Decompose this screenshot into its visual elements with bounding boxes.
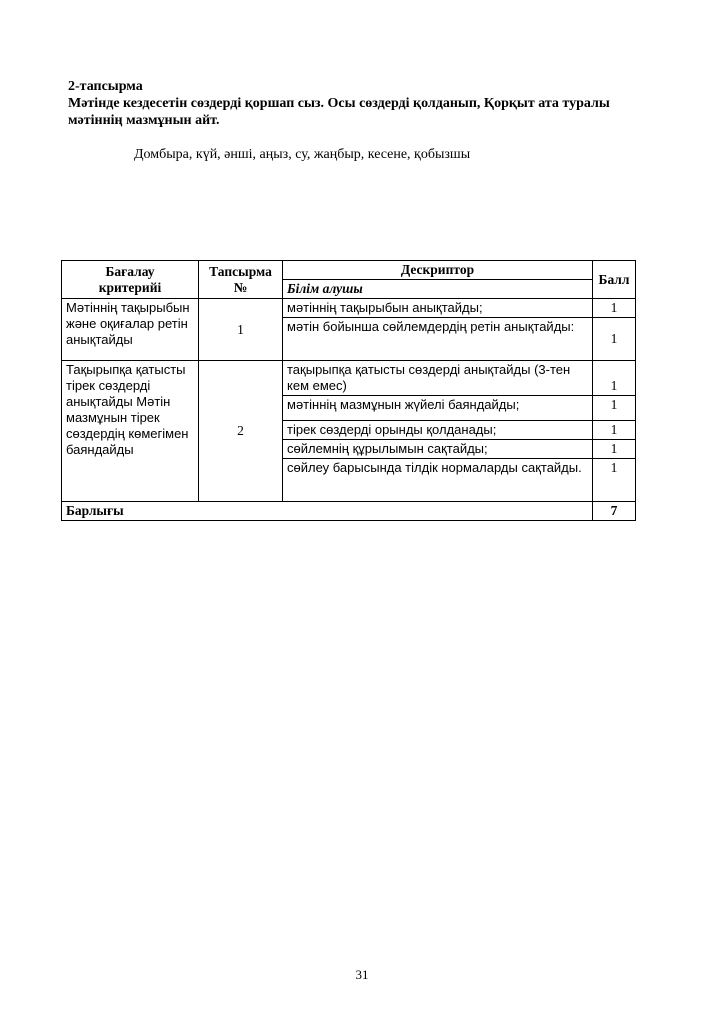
score-cell: 1 — [593, 299, 636, 318]
descriptor-cell: мәтіннің тақырыбын анықтайды; — [283, 299, 593, 318]
header-score: Балл — [593, 261, 636, 299]
score-cell: 1 — [593, 459, 636, 502]
task-heading — [68, 78, 658, 129]
descriptor-cell: мәтін бойынша сөйлемдердің ретін анықтайды: — [283, 318, 593, 361]
score-cell: 1 — [593, 440, 636, 459]
score-cell: 1 — [593, 421, 636, 440]
table-total-row — [62, 502, 636, 521]
subheader-learner: Білім алушы — [283, 280, 593, 299]
task-number-cell: 2 — [199, 361, 283, 502]
task-instruction-line1: Мәтінде кездесетін сөздерді қоршап сыз. Осы сөздерді қолданып, Қорқыт ата туралы — [68, 96, 610, 111]
header-criteria: Бағалау критерийі — [62, 261, 199, 299]
descriptor-cell: тірек сөздерді орынды қолданады; — [283, 421, 593, 440]
total-label: Барлығы — [62, 502, 593, 521]
table-row — [62, 299, 636, 318]
task-instruction-line2: мәтіннің мазмұнын айт. — [68, 113, 220, 128]
score-cell: 1 — [593, 361, 636, 396]
criterion-cell: Мәтіннің тақырыбын және оқиғалар ретін анықтайды — [62, 299, 199, 361]
score-cell: 1 — [593, 396, 636, 421]
header-task-number: Тапсырма № — [199, 261, 283, 299]
word-list: Домбыра, күй, әнші, аңыз, су, жаңбыр, кесене, қобызшы — [134, 147, 471, 162]
descriptor-cell: сөйлемнің құрылымын сақтайды; — [283, 440, 593, 459]
page-number: 31 — [355, 967, 369, 982]
table-row — [62, 361, 636, 396]
assessment-table — [61, 260, 636, 521]
header-descriptor: Дескриптор — [283, 261, 593, 280]
total-score: 7 — [593, 502, 636, 521]
table-header-row — [62, 261, 636, 280]
task-number-cell: 1 — [199, 299, 283, 361]
score-cell: 1 — [593, 318, 636, 361]
descriptor-cell: сөйлеу барысында тілдік нормаларды сақтайды. — [283, 459, 593, 502]
descriptor-cell: мәтіннің мазмұнын жүйелі баяндайды; — [283, 396, 593, 421]
criterion-cell: Тақырыпқа қатысты тірек сөздерді анықтайды Мәтін мазмұнын тірек сөздердің көмегімен баяндайды — [62, 361, 199, 502]
task-number: 2-тапсырма — [68, 79, 143, 94]
descriptor-cell: тақырыпқа қатысты сөздерді анықтайды (3-тен кем емес) — [283, 361, 593, 396]
